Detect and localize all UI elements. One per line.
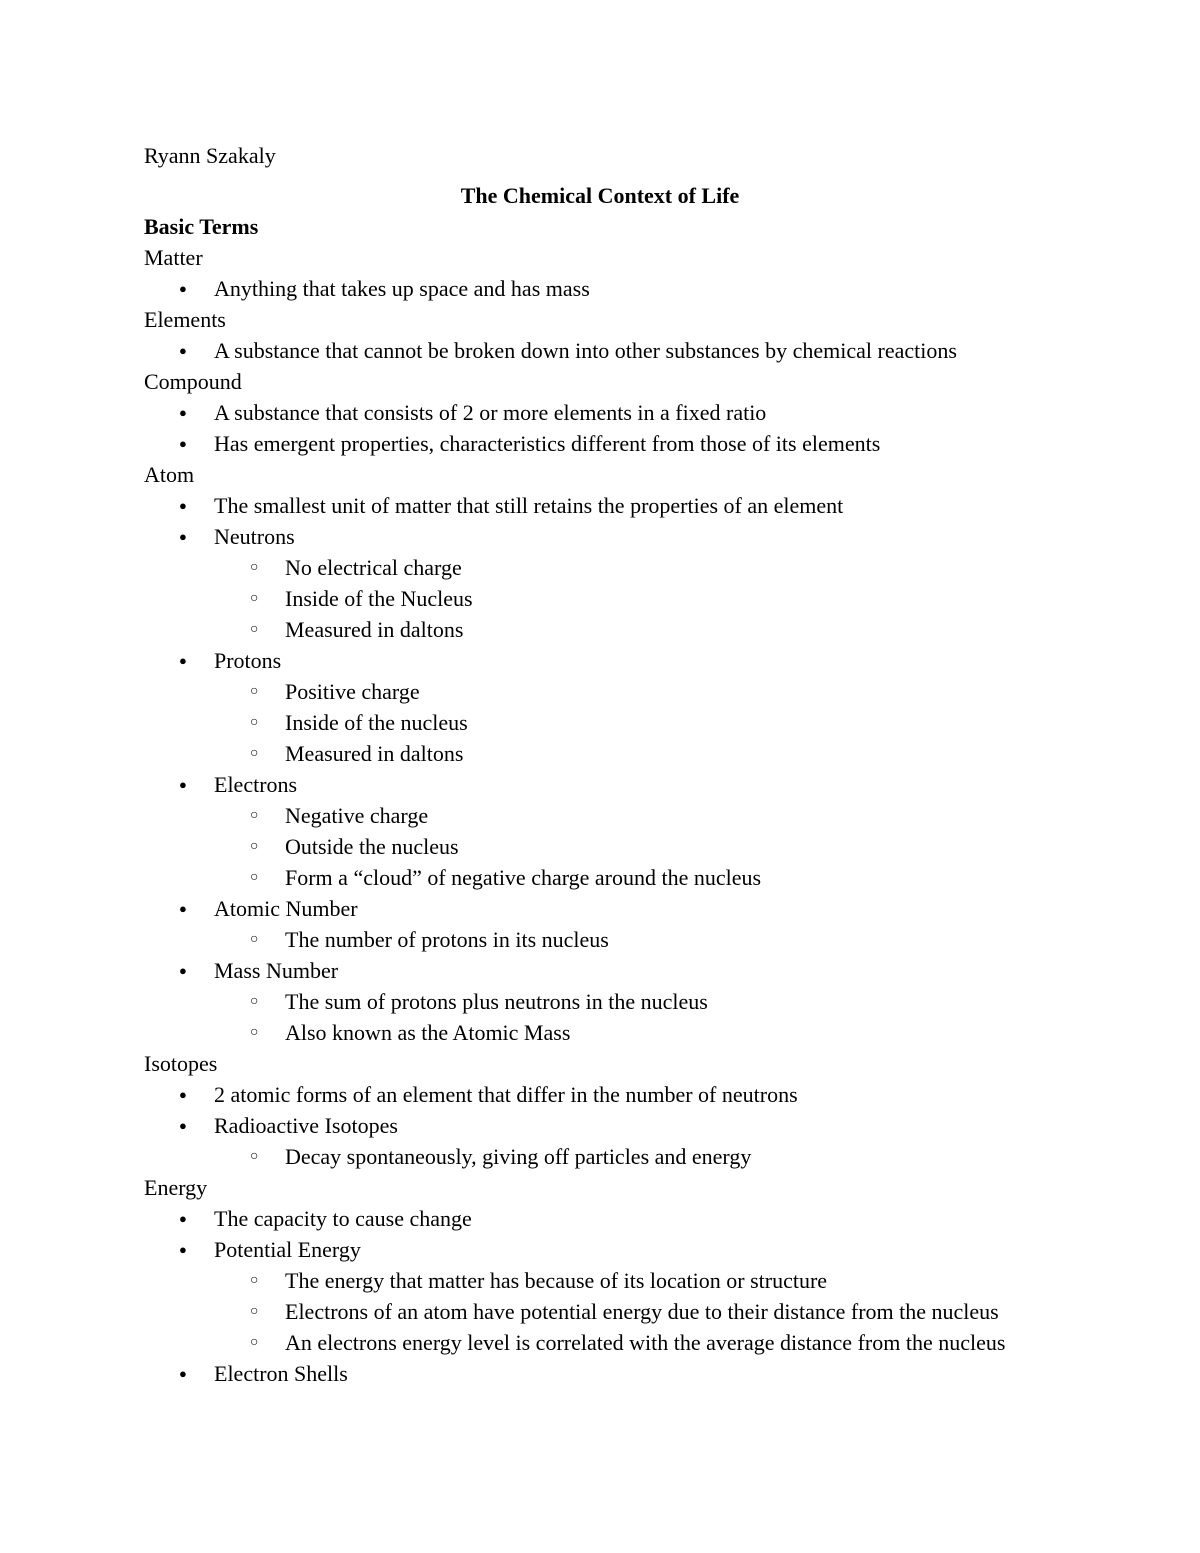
item-text: Inside of the Nucleus: [285, 586, 473, 611]
item-text: Protons: [214, 648, 282, 673]
item-text: The capacity to cause change: [214, 1206, 472, 1231]
bullet-icon: ●: [179, 436, 187, 451]
hollow-bullet-icon: ○: [250, 715, 259, 730]
hollow-bullet-icon: ○: [250, 1149, 259, 1164]
item-text: Inside of the nucleus: [285, 710, 468, 735]
author-name: Ryann Szakaly: [144, 143, 276, 168]
bullet-icon: ●: [179, 1087, 187, 1102]
item-text: An electrons energy level is correlated with the average distance from the nucleus: [285, 1330, 1006, 1355]
item-text: Neutrons: [214, 524, 295, 549]
item-text: Has emergent properties, characteristics different from those of its elements: [214, 431, 881, 456]
item-text: Isotopes: [144, 1051, 218, 1076]
hollow-bullet-icon: ○: [250, 1025, 259, 1040]
list-item-l2: [144, 738, 1160, 769]
bullet-icon: ●: [179, 777, 187, 792]
hollow-bullet-icon: ○: [250, 932, 259, 947]
item-text: Anything that takes up space and has mass: [214, 276, 590, 301]
list-item-l1: [144, 1358, 1160, 1389]
hollow-bullet-icon: ○: [250, 1335, 259, 1350]
bullet-icon: ●: [179, 529, 187, 544]
item-text: Form a “cloud” of negative charge around the nucleus: [285, 865, 762, 890]
item-text: Outside the nucleus: [285, 834, 459, 859]
list-item-l1: [144, 1234, 1160, 1265]
item-text: Electrons of an atom have potential energy due to their distance from the nucleus: [285, 1299, 999, 1324]
list-item-l1: [144, 1079, 1160, 1110]
bullet-icon: ●: [179, 1211, 187, 1226]
hollow-bullet-icon: ○: [250, 622, 259, 637]
term-heading: [144, 459, 1160, 490]
item-text: Atom: [144, 462, 195, 487]
bullet-icon: ●: [179, 1242, 187, 1257]
list-item-l1: [144, 893, 1160, 924]
list-item-l1: [144, 1110, 1160, 1141]
list-item-l1: [144, 521, 1160, 552]
item-text: Mass Number: [214, 958, 339, 983]
item-text: A substance that cannot be broken down into other substances by chemical reactions: [214, 338, 957, 363]
item-text: A substance that consists of 2 or more elements in a fixed ratio: [214, 400, 767, 425]
list-item-l2: [144, 614, 1160, 645]
list-item-l2: [144, 986, 1160, 1017]
list-item-l2: [144, 707, 1160, 738]
hollow-bullet-icon: ○: [250, 560, 259, 575]
bullet-icon: ●: [179, 901, 187, 916]
list-item-l2: [144, 800, 1160, 831]
bullet-icon: ●: [179, 1366, 187, 1381]
item-text: Also known as the Atomic Mass: [285, 1020, 571, 1045]
item-text: Decay spontaneously, giving off particles and energy: [285, 1144, 752, 1169]
item-text: Positive charge: [285, 679, 420, 704]
term-heading: [144, 304, 1160, 335]
item-text: Electron Shells: [214, 1361, 348, 1386]
list-item-l1: [144, 335, 1160, 366]
list-item-l2: [144, 1296, 1160, 1327]
item-text: Radioactive Isotopes: [214, 1113, 398, 1138]
item-text: Matter: [144, 245, 203, 270]
item-text: No electrical charge: [285, 555, 462, 580]
item-text: The number of protons in its nucleus: [285, 927, 609, 952]
list-item-l2: [144, 924, 1160, 955]
item-text: Measured in daltons: [285, 741, 464, 766]
item-text: Elements: [144, 307, 226, 332]
item-text: 2 atomic forms of an element that differ in the number of neutrons: [214, 1082, 798, 1107]
term-heading: [144, 366, 1160, 397]
bullet-icon: ●: [179, 281, 187, 296]
list-item-l2: [144, 1327, 1160, 1358]
bullet-icon: ●: [179, 498, 187, 513]
list-item-l2: [144, 831, 1160, 862]
section-heading: Basic Terms: [144, 214, 259, 239]
item-text: Compound: [144, 369, 242, 394]
list-item-l2: [144, 552, 1160, 583]
list-item-l1: [144, 645, 1160, 676]
hollow-bullet-icon: ○: [250, 1304, 259, 1319]
hollow-bullet-icon: ○: [250, 1273, 259, 1288]
list-item-l1: [144, 490, 1160, 521]
term-heading: [144, 242, 1160, 273]
item-text: Measured in daltons: [285, 617, 464, 642]
list-item-l2: [144, 1017, 1160, 1048]
list-item-l2: [144, 583, 1160, 614]
item-text: The smallest unit of matter that still retains the properties of an element: [214, 493, 844, 518]
bullet-icon: ●: [179, 653, 187, 668]
list-item-l1: [144, 769, 1160, 800]
item-text: Atomic Number: [214, 896, 358, 921]
hollow-bullet-icon: ○: [250, 746, 259, 761]
bullet-icon: ●: [179, 343, 187, 358]
item-text: Potential Energy: [214, 1237, 361, 1262]
list-item-l1: [144, 1203, 1160, 1234]
notes-outline: [144, 242, 1160, 1389]
list-item-l2: [144, 862, 1160, 893]
hollow-bullet-icon: ○: [250, 808, 259, 823]
list-item-l1: [144, 955, 1160, 986]
bullet-icon: ●: [179, 1118, 187, 1133]
term-heading: [144, 1048, 1160, 1079]
term-heading: [144, 1172, 1160, 1203]
list-item-l2: [144, 1141, 1160, 1172]
list-item-l2: [144, 1265, 1160, 1296]
hollow-bullet-icon: ○: [250, 684, 259, 699]
hollow-bullet-icon: ○: [250, 591, 259, 606]
item-text: Electrons: [214, 772, 298, 797]
item-text: Negative charge: [285, 803, 429, 828]
hollow-bullet-icon: ○: [250, 839, 259, 854]
bullet-icon: ●: [179, 405, 187, 420]
list-item-l1: [144, 397, 1160, 428]
list-item-l1: [144, 273, 1160, 304]
hollow-bullet-icon: ○: [250, 870, 259, 885]
document-title: The Chemical Context of Life: [460, 183, 740, 208]
item-text: The energy that matter has because of its location or structure: [285, 1268, 828, 1293]
item-text: The sum of protons plus neutrons in the nucleus: [285, 989, 708, 1014]
bullet-icon: ●: [179, 963, 187, 978]
item-text: Energy: [144, 1175, 208, 1200]
list-item-l1: [144, 428, 1160, 459]
hollow-bullet-icon: ○: [250, 994, 259, 1009]
list-item-l2: [144, 676, 1160, 707]
